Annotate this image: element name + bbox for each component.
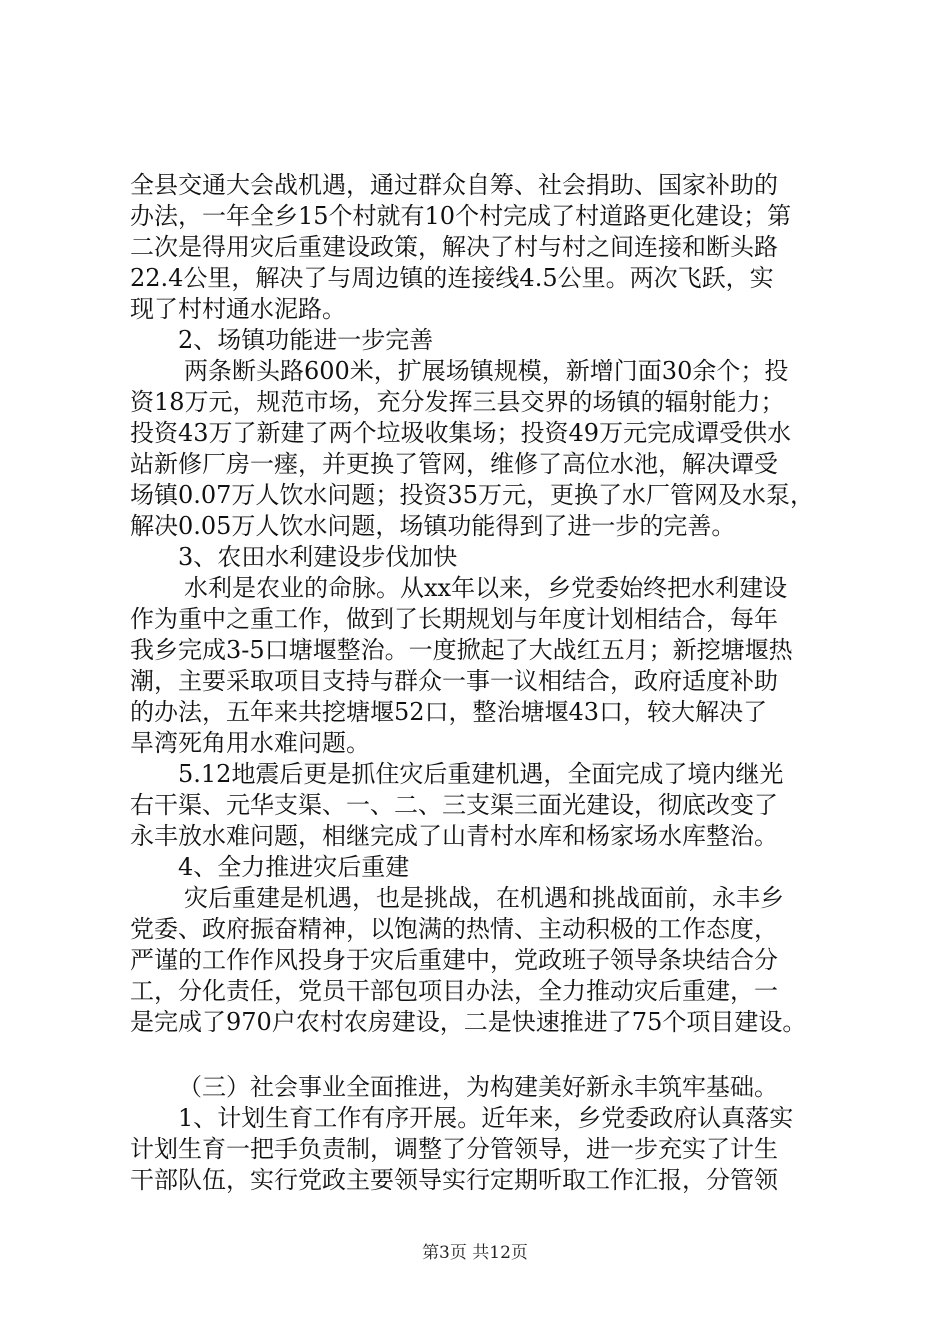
- paragraph-first-line: 5.12地震后更是抓住灾后重建机遇，全面完成了境内继光: [178, 760, 784, 788]
- document-body: [130, 170, 830, 1196]
- text-line: 永丰放水难问题，相继完成了山青村水库和杨家场水库整治。: [130, 822, 778, 850]
- text-line: 投资43万了新建了两个垃圾收集场；投资49万元完成谭受供水: [130, 419, 792, 447]
- page-footer: 第3页 共12页: [422, 1243, 528, 1263]
- section-heading: 4、全力推进灾后重建: [178, 853, 410, 881]
- text-line: 资18万元，规范市场，充分发挥三县交界的场镇的辐射能力；: [130, 388, 785, 416]
- text-line: 现了村村通水泥路。: [130, 295, 346, 323]
- text-line: 作为重中之重工作，做到了长期规划与年度计划相结合，每年: [130, 605, 778, 633]
- text-line: 干部队伍，实行党政主要领导实行定期听取工作汇报，分管领: [130, 1166, 778, 1194]
- text-line: 工，分化责任，党员干部包项目办法，全力推动灾后重建，一: [130, 977, 778, 1005]
- text-line: 22.4公里，解决了与周边镇的连接线4.5公里。两次飞跃，实: [130, 264, 774, 292]
- section-heading: 3、农田水利建设步伐加快: [178, 543, 458, 571]
- paragraph-gap: [130, 1038, 830, 1072]
- text-line: 潮，主要采取项目支持与群众一事一议相结合，政府适度补助: [130, 667, 778, 695]
- section-heading: （三）社会事业全面推进，为构建美好新永丰筑牢基础。: [178, 1073, 778, 1101]
- text-line: 严谨的工作作风投身于灾后重建中，党政班子领导条块结合分: [130, 946, 778, 974]
- text-line: 是完成了970户农村农房建设，二是快速推进了75个项目建设。: [130, 1008, 807, 1036]
- paragraph-first-line: 灾后重建是机遇，也是挑战，在机遇和挑战面前，永丰乡: [184, 884, 784, 912]
- text-line: 全县交通大会战机遇，通过群众自筹、社会捐助、国家补助的: [130, 171, 778, 199]
- text-line: 旱湾死角用水难问题。: [130, 729, 370, 757]
- section-heading: 2、场镇功能进一步完善: [178, 326, 434, 354]
- text-line: 解决0.05万人饮水问题，场镇功能得到了进一步的完善。: [130, 512, 736, 540]
- text-line: 党委、政府振奋精神，以饱满的热情、主动积极的工作态度，: [130, 915, 778, 943]
- paragraph-first-line: 水利是农业的命脉。从xx年以来，乡党委始终把水利建设: [184, 574, 788, 602]
- text-line: 我乡完成3-5口塘堰整治。一度掀起了大战红五月；新挖塘堰热: [130, 636, 793, 664]
- text-line: 右干渠、元华支渠、一、二、三支渠三面光建设，彻底改变了: [130, 791, 778, 819]
- text-line: 站新修厂房一瘗，并更换了管网，维修了高位水池，解决谭受: [130, 450, 778, 478]
- text-line: 计划生育一把手负责制，调整了分管领导，进一步充实了计生: [130, 1135, 778, 1163]
- text-line: 办法，一年全乡15个村就有10个村完成了村道路更化建设；第: [130, 202, 792, 230]
- text-line: 的办法，五年来共挖塘堰52口，整治塘堰43口，较大解决了: [130, 698, 768, 726]
- text-line: 场镇0.07万人饮水问题；投资35万元，更换了水厂管网及水泵，: [130, 481, 814, 509]
- paragraph-first-line: 1、计划生育工作有序开展。近年来，乡党委政府认真落实: [178, 1104, 794, 1132]
- text-line: 二次是得用灾后重建设政策，解决了村与村之间连接和断头路: [130, 233, 778, 261]
- paragraph-first-line: 两条断头路600米，扩展场镇规模，新增门面30余个；投: [184, 357, 789, 385]
